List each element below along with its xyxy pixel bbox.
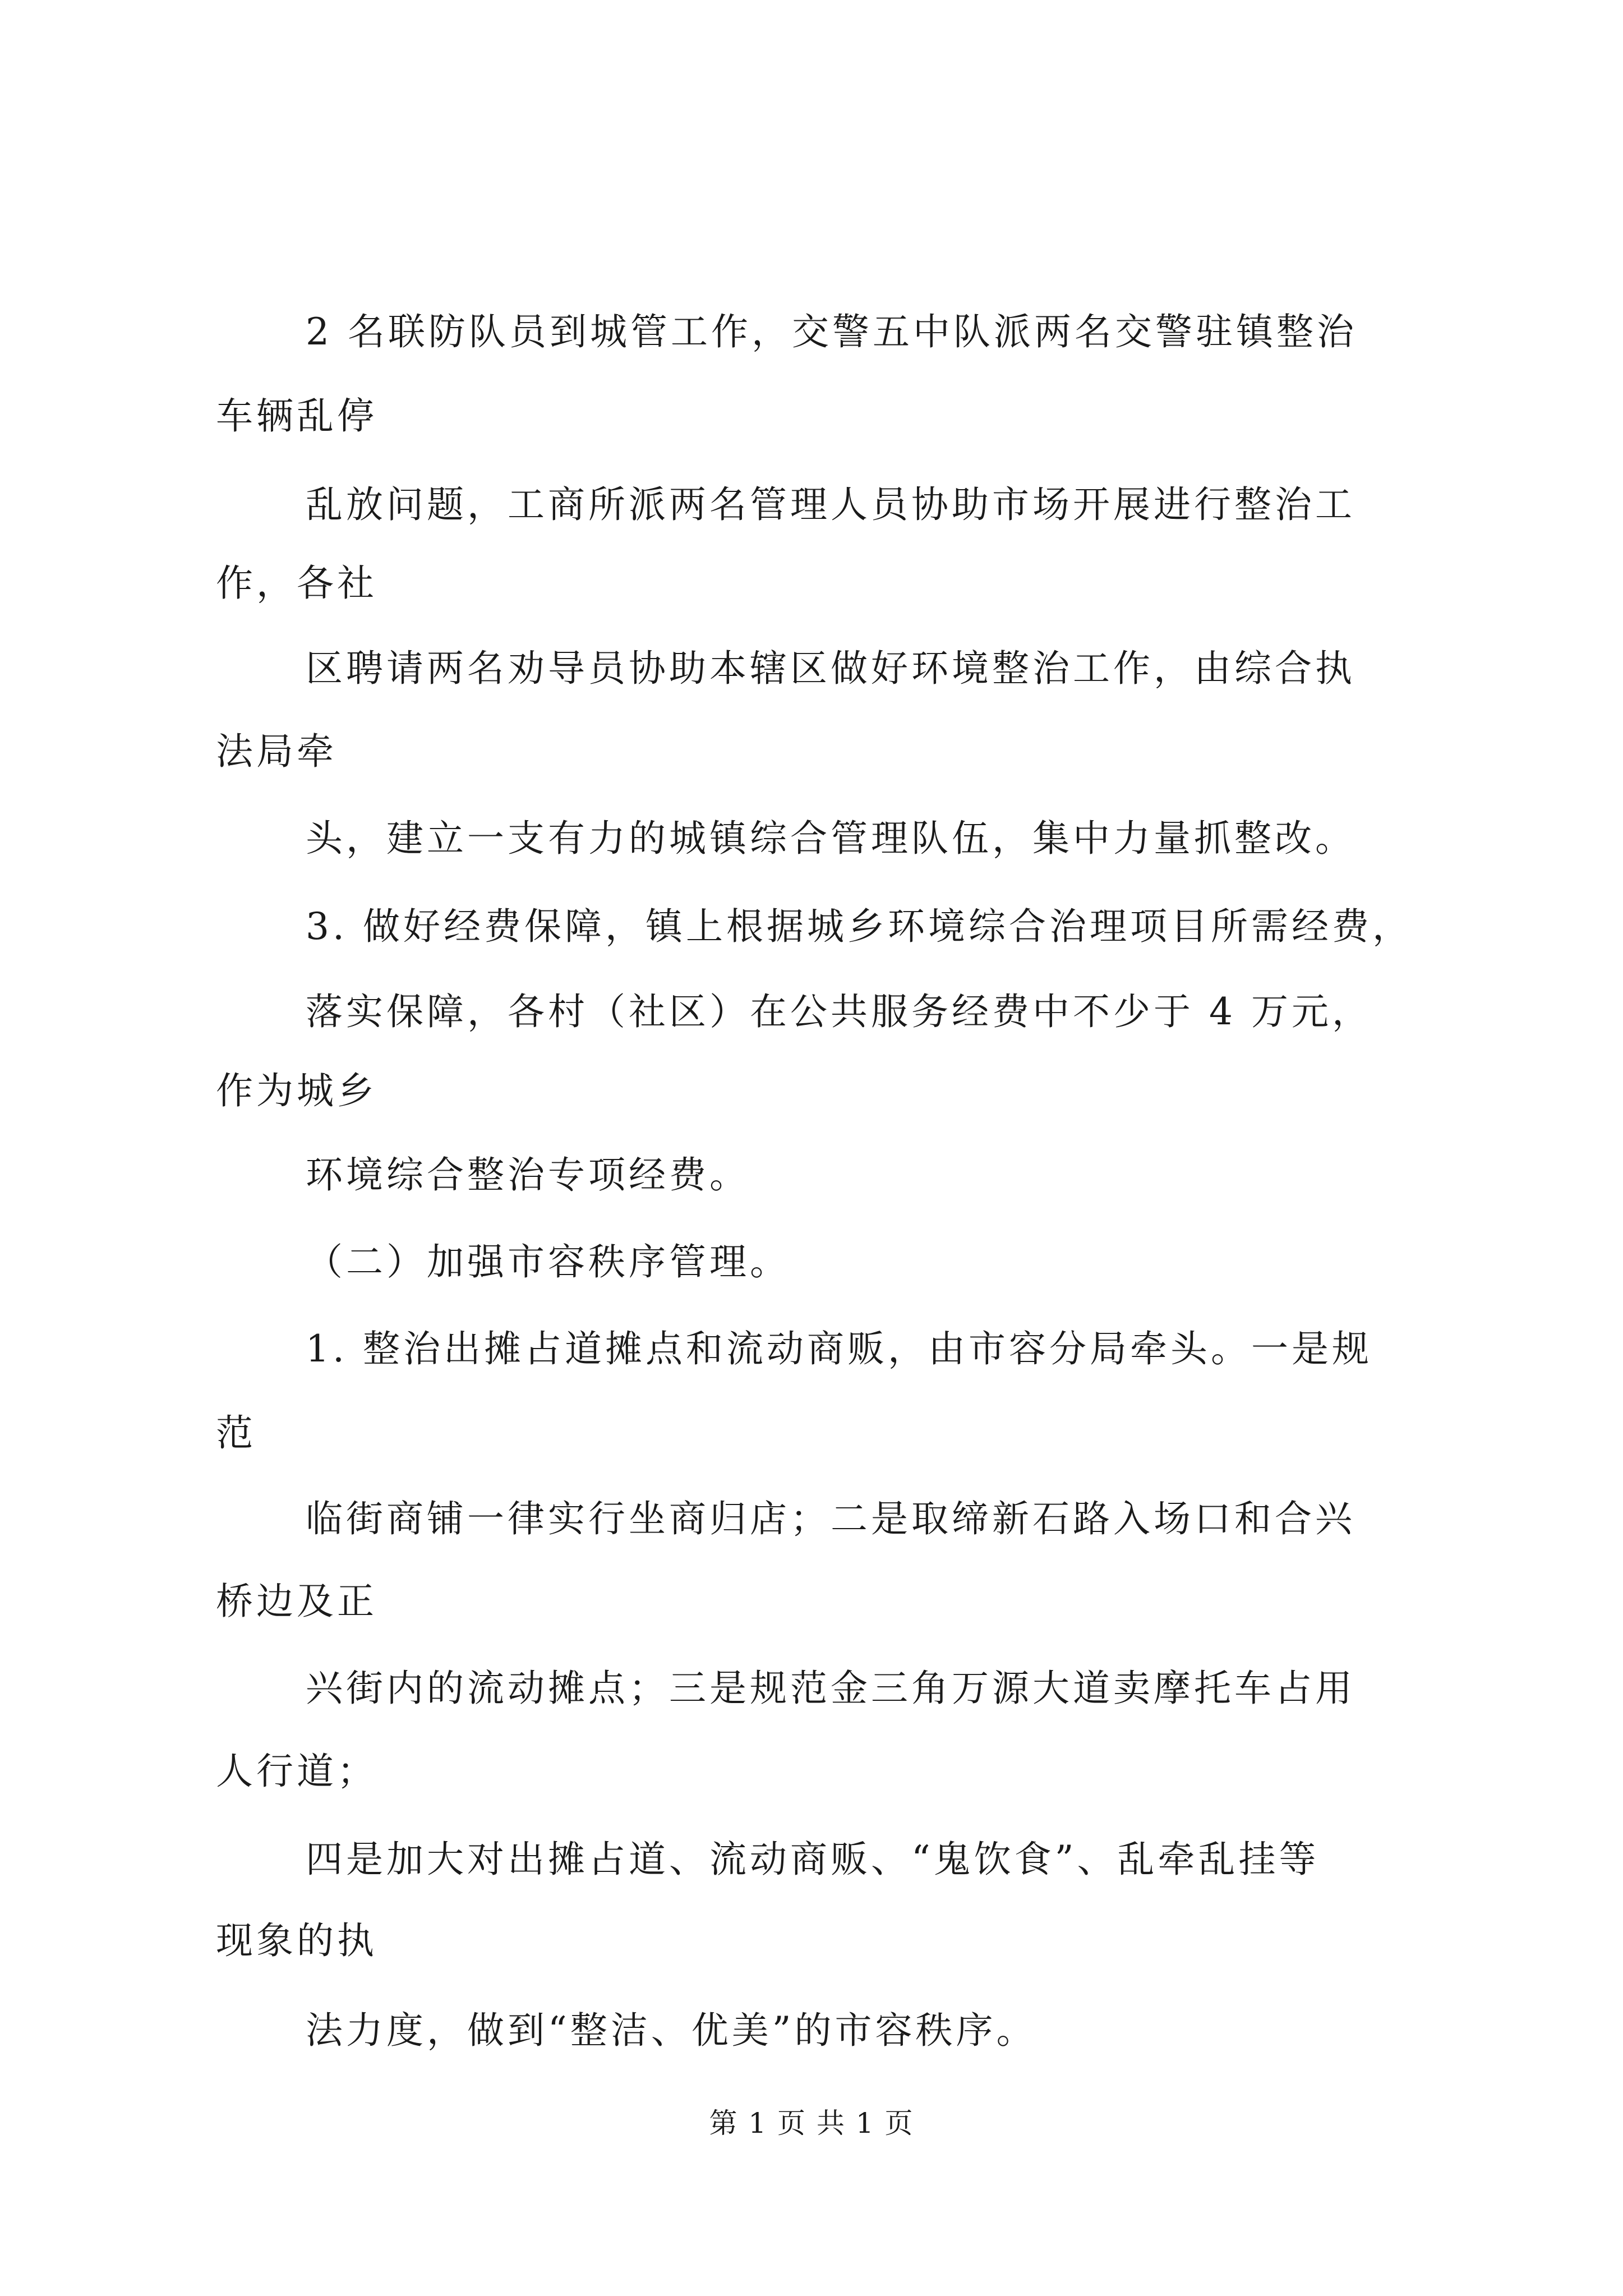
text-line-15: 临街商铺一律实行坐商归店；二是取缔新石路入场口和合兴	[306, 1497, 1355, 1540]
text-line-6: 法局牵	[216, 730, 337, 773]
page-number-footer: 第 1 页 共 1 页	[709, 2107, 914, 2139]
text-line-20: 现象的执	[216, 1919, 377, 1962]
section-heading: （二）加强市容秩序管理。	[306, 1240, 790, 1283]
text-line-13: 1. 整治出摊占道摊点和流动商贩，由市容分局牵头。一是规	[306, 1327, 1372, 1370]
text-line-21: 法力度，做到“整洁、优美”的市容秩序。	[306, 2009, 1037, 2052]
text-line-18: 人行道；	[216, 1750, 377, 1793]
text-line-3: 乱放问题，工商所派两名管理人员协助市场开展进行整治工	[306, 483, 1355, 526]
text-line-9: 落实保障，各村（社区）在公共服务经费中不少于 4 万元，	[306, 990, 1372, 1033]
text-line-2: 车辆乱停	[216, 394, 377, 438]
text-line-1: 2 名联防队员到城管工作，交警五中队派两名交警驻镇整治	[306, 310, 1357, 353]
text-line-14: 范	[216, 1411, 256, 1455]
text-line-10: 作为城乡	[216, 1069, 377, 1112]
text-line-5: 区聘请两名劝导员协助本辖区做好环境整治工作，由综合执	[306, 647, 1355, 690]
text-line-17: 兴街内的流动摊点；三是规范金三角万源大道卖摩托车占用	[306, 1667, 1355, 1710]
text-line-11: 环境综合整治专项经费。	[306, 1153, 750, 1197]
text-line-4: 作，各社	[216, 562, 377, 605]
text-line-19: 四是加大对出摊占道、流动商贩、“鬼饮食”、乱牵乱挂等	[306, 1838, 1320, 1881]
text-line-7: 头，建立一支有力的城镇综合管理队伍，集中力量抓整改。	[306, 817, 1355, 860]
text-line-16: 桥边及正	[216, 1580, 377, 1623]
text-line-8: 3. 做好经费保障，镇上根据城乡环境综合治理项目所需经费，	[306, 905, 1413, 948]
